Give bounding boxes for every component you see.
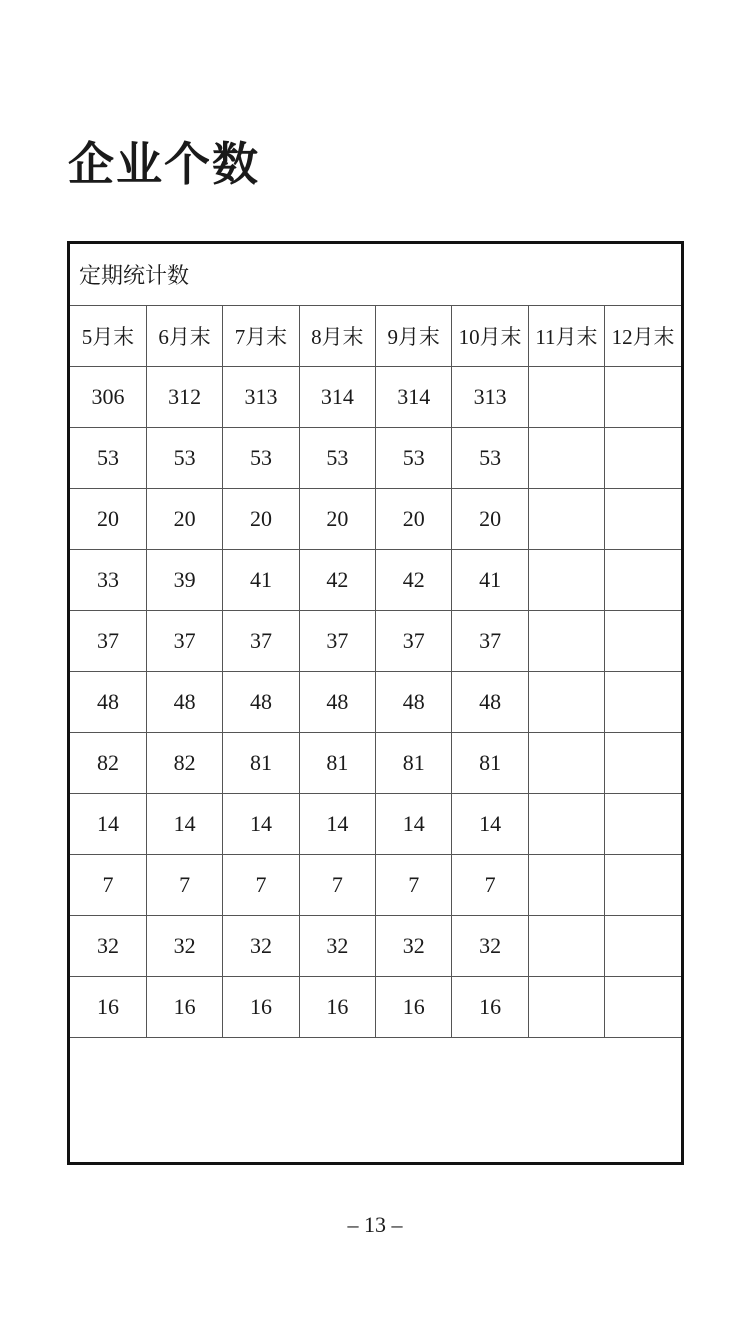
table-cell bbox=[605, 367, 681, 428]
table-cell: 81 bbox=[376, 733, 452, 794]
table-cell: 20 bbox=[70, 489, 146, 550]
table-row bbox=[70, 489, 681, 550]
table-cell: 41 bbox=[223, 550, 299, 611]
table-cell bbox=[528, 428, 604, 489]
table-cell: 81 bbox=[452, 733, 528, 794]
table-row bbox=[70, 855, 681, 916]
table-cell: 32 bbox=[223, 916, 299, 977]
table-row bbox=[70, 611, 681, 672]
table-cell bbox=[528, 489, 604, 550]
table-cell bbox=[528, 855, 604, 916]
table-cell: 33 bbox=[70, 550, 146, 611]
table-cell: 37 bbox=[146, 611, 222, 672]
table-cell: 32 bbox=[452, 916, 528, 977]
table-cell: 48 bbox=[376, 672, 452, 733]
table-cell: 20 bbox=[452, 489, 528, 550]
table-cell: 16 bbox=[223, 977, 299, 1038]
table-frame bbox=[67, 241, 684, 1165]
table-cell bbox=[605, 672, 681, 733]
table-cell bbox=[528, 733, 604, 794]
table-cell: 53 bbox=[70, 428, 146, 489]
table-body bbox=[70, 244, 681, 1158]
table-cell: 7 bbox=[452, 855, 528, 916]
table-cell: 82 bbox=[70, 733, 146, 794]
table-cell: 313 bbox=[223, 367, 299, 428]
table-cell: 53 bbox=[376, 428, 452, 489]
table-cell bbox=[605, 550, 681, 611]
table-cell bbox=[528, 672, 604, 733]
table-row bbox=[70, 977, 681, 1038]
table-cell: 32 bbox=[376, 916, 452, 977]
table-caption: 定期统计数 bbox=[70, 244, 681, 306]
table-cell: 82 bbox=[146, 733, 222, 794]
table-cell bbox=[605, 794, 681, 855]
table-cell bbox=[605, 855, 681, 916]
table-cell: 14 bbox=[223, 794, 299, 855]
table-row bbox=[70, 367, 681, 428]
table-cell: 20 bbox=[376, 489, 452, 550]
table-cell: 53 bbox=[299, 428, 375, 489]
table-cell: 53 bbox=[452, 428, 528, 489]
table-cell: 48 bbox=[146, 672, 222, 733]
table-cell bbox=[605, 916, 681, 977]
table-cell: 16 bbox=[299, 977, 375, 1038]
table-cell bbox=[528, 794, 604, 855]
table-cell: 20 bbox=[223, 489, 299, 550]
blank-cell bbox=[70, 1038, 681, 1159]
table-cell bbox=[528, 367, 604, 428]
table-cell: 14 bbox=[376, 794, 452, 855]
table-cell: 14 bbox=[452, 794, 528, 855]
table-cell: 42 bbox=[299, 550, 375, 611]
table-cell: 14 bbox=[146, 794, 222, 855]
table-cell: 14 bbox=[299, 794, 375, 855]
stats-table bbox=[70, 244, 681, 1158]
table-cell bbox=[528, 611, 604, 672]
header-cell-october: 10月末 bbox=[452, 306, 528, 367]
header-row bbox=[70, 306, 681, 367]
table-cell: 37 bbox=[452, 611, 528, 672]
table-cell: 16 bbox=[146, 977, 222, 1038]
table-cell: 81 bbox=[299, 733, 375, 794]
table-cell: 39 bbox=[146, 550, 222, 611]
table-cell: 41 bbox=[452, 550, 528, 611]
header-cell-may: 5月末 bbox=[70, 306, 146, 367]
header-cell-august: 8月末 bbox=[299, 306, 375, 367]
table-cell: 7 bbox=[146, 855, 222, 916]
table-cell: 48 bbox=[452, 672, 528, 733]
table-cell bbox=[605, 489, 681, 550]
table-cell: 37 bbox=[376, 611, 452, 672]
table-cell: 14 bbox=[70, 794, 146, 855]
header-cell-september: 9月末 bbox=[376, 306, 452, 367]
table-row bbox=[70, 794, 681, 855]
table-cell: 7 bbox=[70, 855, 146, 916]
blank-row bbox=[70, 1038, 681, 1159]
table-cell bbox=[605, 428, 681, 489]
table-cell: 37 bbox=[299, 611, 375, 672]
table-cell: 7 bbox=[223, 855, 299, 916]
table-cell: 53 bbox=[223, 428, 299, 489]
table-row bbox=[70, 916, 681, 977]
table-cell: 48 bbox=[299, 672, 375, 733]
page-number: – 13 – bbox=[347, 1212, 403, 1237]
table-cell: 32 bbox=[70, 916, 146, 977]
table-cell: 37 bbox=[223, 611, 299, 672]
table-cell: 16 bbox=[70, 977, 146, 1038]
page-title: 企业个数 bbox=[68, 137, 260, 191]
table-cell: 7 bbox=[376, 855, 452, 916]
table-cell: 48 bbox=[70, 672, 146, 733]
table-cell: 81 bbox=[223, 733, 299, 794]
table-cell: 313 bbox=[452, 367, 528, 428]
table-cell: 32 bbox=[146, 916, 222, 977]
table-cell bbox=[605, 611, 681, 672]
table-cell: 314 bbox=[299, 367, 375, 428]
header-cell-july: 7月末 bbox=[223, 306, 299, 367]
table-cell: 16 bbox=[452, 977, 528, 1038]
table-cell: 20 bbox=[146, 489, 222, 550]
table-cell: 314 bbox=[376, 367, 452, 428]
table-cell bbox=[528, 916, 604, 977]
table-row bbox=[70, 550, 681, 611]
table-cell bbox=[528, 977, 604, 1038]
table-cell bbox=[605, 733, 681, 794]
table-cell bbox=[528, 550, 604, 611]
table-cell: 32 bbox=[299, 916, 375, 977]
table-row bbox=[70, 428, 681, 489]
table-cell: 48 bbox=[223, 672, 299, 733]
caption-row bbox=[70, 244, 681, 306]
table-cell: 42 bbox=[376, 550, 452, 611]
table-cell: 37 bbox=[70, 611, 146, 672]
table-cell: 16 bbox=[376, 977, 452, 1038]
table-row bbox=[70, 672, 681, 733]
table-cell: 312 bbox=[146, 367, 222, 428]
header-cell-december: 12月末 bbox=[605, 306, 681, 367]
table-cell: 7 bbox=[299, 855, 375, 916]
header-cell-november: 11月末 bbox=[528, 306, 604, 367]
table-cell: 20 bbox=[299, 489, 375, 550]
header-cell-june: 6月末 bbox=[146, 306, 222, 367]
table-row bbox=[70, 733, 681, 794]
table-cell bbox=[605, 977, 681, 1038]
table-cell: 306 bbox=[70, 367, 146, 428]
table-cell: 53 bbox=[146, 428, 222, 489]
